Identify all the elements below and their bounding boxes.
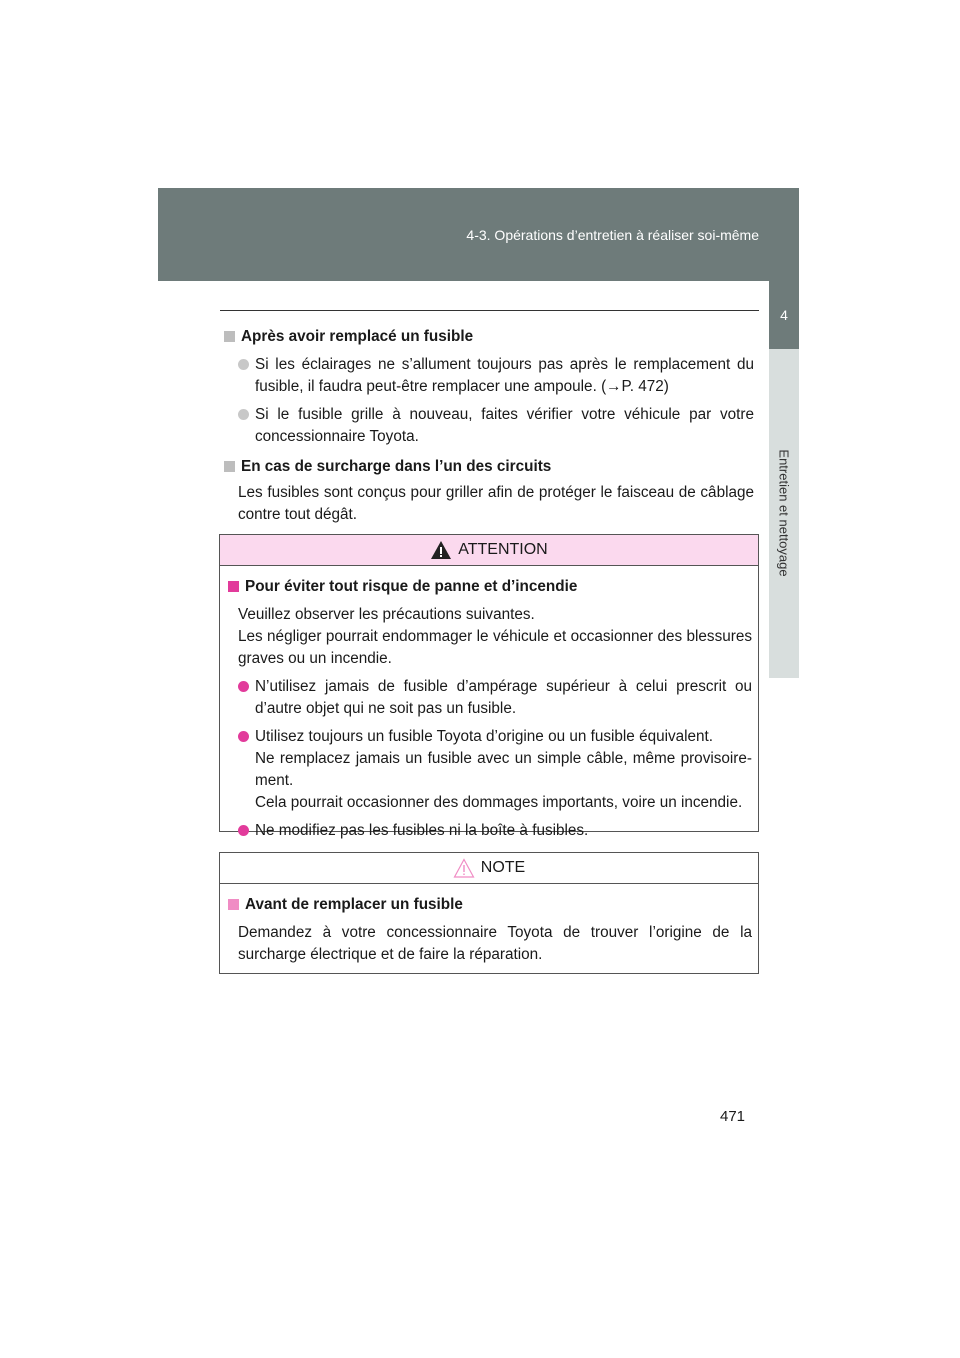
page-number: 471 xyxy=(720,1108,746,1125)
list-item: N’utilisez jamais de fusible d’ampérage supérieur à celui prescrit ou d’autre objet qui ne soit pas un fusible. xyxy=(238,676,752,720)
bullet-icon xyxy=(238,731,249,742)
square-bullet-icon xyxy=(228,899,239,910)
paragraph: Les fusibles sont conçus pour griller afin de protéger le faisceau de câblage contre tout dégât. xyxy=(238,484,754,523)
note-box xyxy=(219,852,759,974)
bullet-icon xyxy=(238,359,249,370)
chapter-number: 4 xyxy=(769,281,799,349)
list-item: Ne modifiez pas les fusibles ni la boîte à fusibles. xyxy=(238,820,752,842)
section-title: 4-3. Opérations d’entretien à réaliser soi-même xyxy=(466,227,759,243)
square-bullet-icon xyxy=(228,581,239,592)
paragraph: Veuillez observer les précautions suivantes. xyxy=(238,606,535,623)
list-item: Si le fusible grille à nouveau, faites vérifier votre véhicule par votre concessionnaire Toyota. xyxy=(238,404,754,448)
bullet-icon xyxy=(238,825,249,836)
note-header: NOTE xyxy=(220,853,758,884)
chapter-tab xyxy=(769,349,799,678)
attention-body xyxy=(220,566,758,852)
paragraph: Demandez à votre concessionnaire Toyota de trouver l’origine de la surcharge électrique et de faire la réparation. xyxy=(238,924,752,963)
warning-icon xyxy=(430,540,452,560)
main-content xyxy=(222,326,754,526)
list-item: Si les éclairages ne s’allument toujours pas après le remplacement du fusible, il faudra peut-être remplacer une ampoule. (→P. 472) xyxy=(238,354,754,398)
square-bullet-icon xyxy=(224,331,235,342)
section-heading: Après avoir remplacé un fusible xyxy=(222,326,754,348)
chapter-label: Entretien et nettoyage xyxy=(776,449,792,577)
note-body xyxy=(220,884,758,976)
bullet-icon xyxy=(238,409,249,420)
section-heading: En cas de surcharge dans l’un des circuits xyxy=(222,456,754,478)
square-bullet-icon xyxy=(224,461,235,472)
attention-box xyxy=(219,534,759,839)
note-heading: Avant de remplacer un fusible xyxy=(226,894,752,916)
list-item: Utilisez toujours un fusible Toyota d’origine ou un fusible équivalent. Ne remplacez jamais un fusible avec un simple câble, même provisoire-ment. Cela pourrait occasionner des dommages importants, voire un incendie. xyxy=(238,726,752,814)
bullet-icon xyxy=(238,681,249,692)
caution-icon xyxy=(453,858,475,878)
attention-header: ATTENTION xyxy=(220,535,758,566)
paragraph: Les négliger pourrait endommager le véhicule et occasionner des blessures graves ou un incendie. xyxy=(238,628,752,667)
attention-heading: Pour éviter tout risque de panne et d’incendie xyxy=(226,576,752,598)
section-header xyxy=(158,188,799,281)
divider xyxy=(220,310,759,311)
